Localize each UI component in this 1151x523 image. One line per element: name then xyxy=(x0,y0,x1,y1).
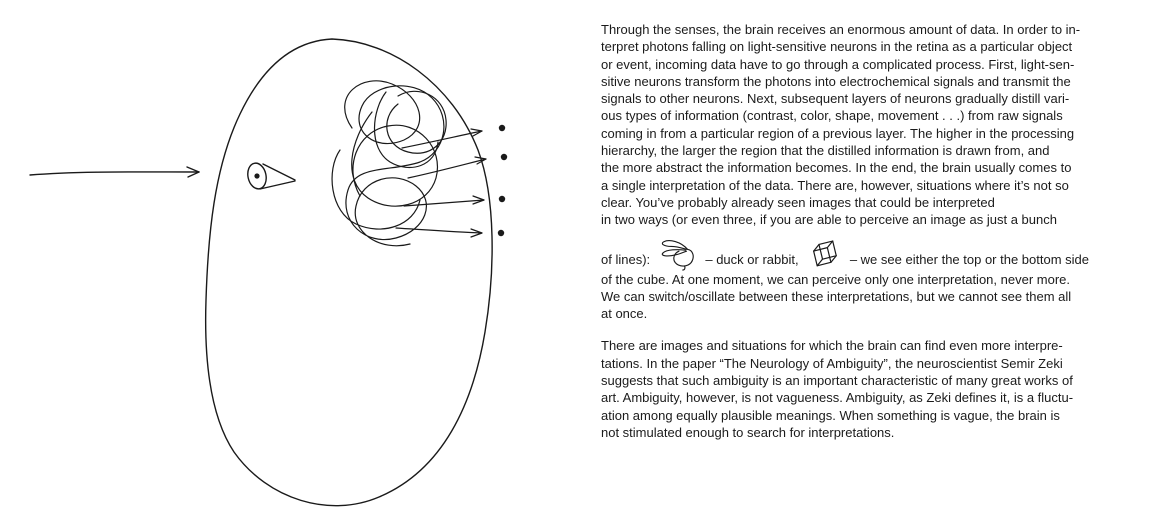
paragraph-line: art. Ambiguity, however, is not vagueness. Ambiguity, as Zeki defines it, is a fluctu- xyxy=(601,390,1074,406)
paragraph-line: tations. In the paper “The Neurology of Ambiguity”, the neuroscientist Semir Zeki xyxy=(601,355,1063,371)
input-arrow-icon xyxy=(30,167,199,177)
paragraph-line: ation among equally plausible meanings. When something is vague, the brain is xyxy=(601,407,1060,423)
paragraph-line: hierarchy, the larger the region that the distilled information is drawn from, and xyxy=(601,143,1050,159)
paragraph-line: a single interpretation of the data. There are, however, situations where it’s not so xyxy=(601,177,1069,193)
paragraph-line: terpret photons falling on light-sensitive neurons in the retina as a particular object xyxy=(601,39,1073,55)
paragraph-line: signals to other neurons. Next, subsequent layers of neurons gradually distill vari- xyxy=(601,91,1070,107)
paragraph-line: We can switch/oscillate between these interpretations, but we cannot see them all xyxy=(601,288,1072,304)
necker-cube-icon xyxy=(802,238,846,271)
output-dot-icon xyxy=(498,125,507,236)
output-arrow-icon xyxy=(396,129,486,237)
paragraph-line: in two ways (or even three, if you are able to perceive an image as just a bunch xyxy=(601,212,1057,228)
paragraph-line: at once. xyxy=(601,306,648,322)
scribble-tangle-icon xyxy=(332,81,446,246)
paragraph-line: not stimulated enough to search for interpretations. xyxy=(601,424,895,440)
paragraph-line: of the cube. At one moment, we can perceive only one interpretation, never more. xyxy=(601,271,1070,287)
brain-diagram-figure xyxy=(0,0,580,518)
paragraph-line: clear. You’ve probably already seen images that could be interpreted xyxy=(601,194,995,210)
paragraph-line-with-doodles xyxy=(601,237,1149,271)
paragraph-line: or event, incoming data have to go through a complicated process. First, light-sen- xyxy=(601,56,1075,72)
inline-text: – we see either the top or the bottom side xyxy=(846,251,1090,267)
paragraph-line: There are images and situations for which the brain can find even more interpre- xyxy=(601,338,1063,354)
inline-text: of lines): xyxy=(601,251,654,267)
paragraph-2 xyxy=(601,337,1149,441)
inline-text: – duck or rabbit, xyxy=(701,251,803,267)
paragraph-line: Through the senses, the brain receives an enormous amount of data. In order to in- xyxy=(601,22,1081,37)
duck-rabbit-icon xyxy=(654,237,702,271)
sensor-cone-icon xyxy=(245,161,295,190)
paragraph-line: sitive neurons transform the photons into electrochemical signals and transmit the xyxy=(601,73,1071,89)
paragraph-line: coming in from a particular region of a previous layer. The higher in the processing xyxy=(601,125,1075,141)
brain-diagram xyxy=(0,0,580,518)
paragraph-line: suggests that such ambiguity is an important characteristic of many great works of xyxy=(601,373,1073,389)
paragraph-line: the more abstract the information becomes. In the end, the brain usually comes to xyxy=(601,160,1072,176)
paragraph-1 xyxy=(601,21,1149,322)
article-text xyxy=(601,21,1149,441)
paragraph-line: ous types of information (contrast, color, shape, movement . . .) from raw signals xyxy=(601,108,1063,124)
brain-blob-outline-icon xyxy=(206,39,492,506)
